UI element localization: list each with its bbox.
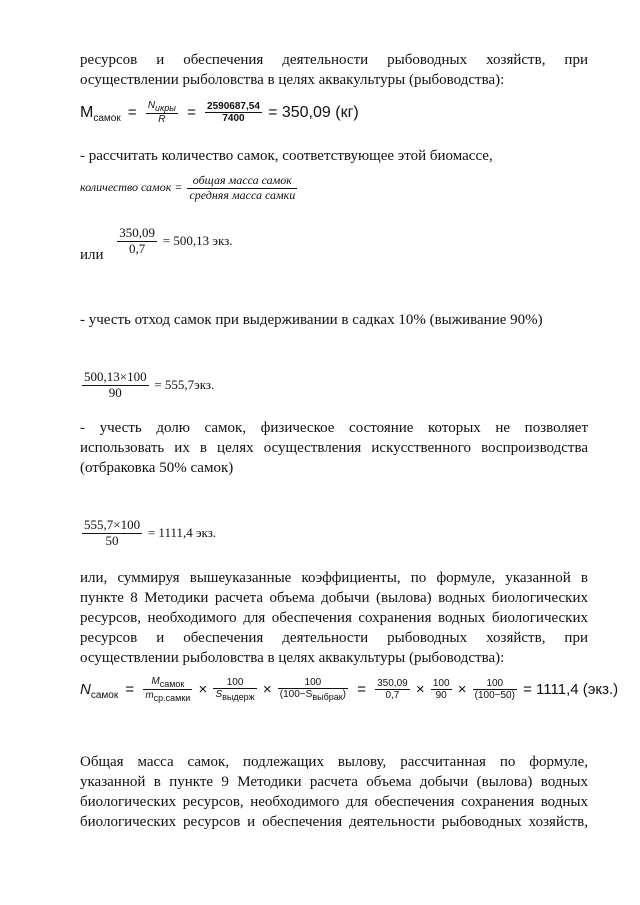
formula2-num: общая масса самок (187, 174, 297, 189)
formula5-result: = 1111,4 экз. (147, 524, 217, 540)
formula6-d-num: 350,09 (377, 677, 408, 689)
step3-line-1: - учесть долю самок, физическое состояние которых не позволяет (80, 420, 588, 436)
formula1-lhs: M (80, 103, 94, 121)
formula6-fraction-d (375, 678, 410, 702)
formula6-g-num: 100 (473, 678, 517, 691)
formula4-fraction (82, 370, 149, 401)
formula6-lhs: N (80, 680, 91, 698)
step3-line-2: использовать их в целях осуществления искусственного воспроизводства (80, 440, 588, 456)
formula6-a-den: m (145, 690, 154, 702)
formula6-result: = 1111,4 (экз.) (523, 680, 619, 698)
formula5-num: 555,7×100 (84, 517, 141, 532)
formula3-num: 350,09 (119, 225, 156, 240)
intro-line-2: осуществлении рыболовства в целях аквакультуры (рыбоводства): (80, 72, 505, 88)
formula3-prefix: или (80, 246, 104, 263)
formula4-den: 90 (108, 384, 122, 400)
formula-combined: $N_{самок}$ = $\frac{M_{самок}}{m_{ср.самки}}$ × $\frac{100}{S_{выдерж}}$ × $\frac{100}{(100-S_{выбрак})}$ = $\frac{350,09}{0,7}$ × $\frac{100}{90}$ × $\frac{100}{(100-50)}$ = 1111,4 (экз.) (80, 676, 619, 704)
formula1-fraction-numeric (205, 101, 262, 125)
formula6-e-num: 100 (432, 677, 450, 689)
formula6-a-num-sub: самок (159, 679, 185, 689)
formula6-b-num: 100 (213, 677, 256, 690)
formula1-result: = 350,09 (кг) (268, 103, 359, 121)
final-line-1: Общая масса самок, подлежащих вылову, рассчитанная по формуле, (80, 754, 588, 770)
summary-line-5: осуществлении рыболовства в целях аквакультуры (рыбоводства): (80, 650, 505, 666)
formula-or-count (80, 225, 233, 263)
formula6-c-den-post: ) (342, 689, 347, 701)
formula5-den: 50 (105, 532, 119, 548)
formula2-lhs: количество самок = (80, 180, 183, 195)
formula-female-count-definition (80, 174, 299, 203)
formula-after-loss (80, 370, 214, 401)
formula5-fraction (82, 518, 142, 549)
formula1-f1-den: R (158, 114, 166, 126)
formula6-c-num: 100 (278, 677, 348, 690)
final-line-3: биологических ресурсов, необходимого для обеспечения сохранения водных (80, 794, 588, 810)
formula-female-mass: $M_{самок}$ = $\frac{N_{икры}}{R}$ = $\frac{2590687,54}{7400}$ = 350,09 (кг) (80, 100, 359, 126)
step3-line-3: (отбраковка 50% самок) (80, 460, 234, 476)
formula2-fraction (187, 174, 297, 203)
formula2-den: средняя масса самки (189, 187, 296, 202)
formula6-fraction-b (213, 677, 256, 703)
step-count-females: - рассчитать количество самок, соответствующее этой биомассе, (80, 148, 493, 164)
formula6-c-den-sub: выбрак (312, 692, 343, 703)
formula1-f2-num: 2590687,54 (207, 100, 260, 112)
summary-line-4: ресурсов и обеспечения деятельности рыбоводных хозяйств, при (80, 630, 588, 646)
formula3-fraction (117, 226, 157, 257)
summary-line-1: или, суммируя вышеуказанные коэффициенты, по формуле, указанной в (80, 570, 588, 586)
formula1-f2-den: 7400 (222, 113, 245, 125)
formula6-lhs-sub: самок (90, 689, 119, 701)
formula1-fraction-symbolic (146, 100, 178, 126)
formula6-fraction-c (278, 677, 348, 703)
formula6-a-num: M (151, 676, 160, 687)
formula3-den: 0,7 (129, 240, 146, 256)
summary-line-3: ресурсов, необходимого для обеспечения сохранения водных биологических (80, 610, 588, 626)
formula-after-culling (80, 518, 216, 549)
step-account-cage-loss: - учесть отход самок при выдерживании в садках 10% (выживание 90%) (80, 312, 543, 328)
formula4-result: = 555,7экз. (154, 376, 215, 392)
formula6-e-den: 90 (435, 690, 447, 702)
formula6-a-den-sub: ср.самки (153, 693, 191, 704)
formula6-b-den-sub: выдерж (222, 692, 255, 703)
formula1-f1-num-sub: икры (155, 103, 176, 113)
formula6-fraction-e (431, 678, 452, 702)
final-line-2: указанной в пункте 9 Методики расчета объема добычи (вылова) водных (80, 774, 588, 790)
formula6-fraction-g (473, 678, 517, 702)
final-line-4: биологических ресурсов и обеспечения деятельности рыбоводных хозяйств, (80, 814, 588, 830)
formula6-g-den: (100−50) (474, 690, 515, 702)
formula1-lhs-sub: самок (93, 112, 121, 124)
formula1-f1-num: N (147, 100, 156, 111)
formula6-d-den: 0,7 (385, 690, 400, 702)
formula4-num: 500,13×100 (84, 369, 147, 384)
formula6-fraction-a (143, 676, 192, 704)
formula6-c-den-pre: (100−S (279, 689, 313, 701)
summary-line-2: пункте 8 Методики расчета объема добычи (вылова) водных биологических (80, 590, 588, 606)
intro-line-1: ресурсов и обеспечения деятельности рыбоводных хозяйств, при (80, 52, 588, 68)
formula3-result: = 500,13 экз. (162, 232, 233, 248)
formula6-b-den: S (215, 689, 223, 701)
